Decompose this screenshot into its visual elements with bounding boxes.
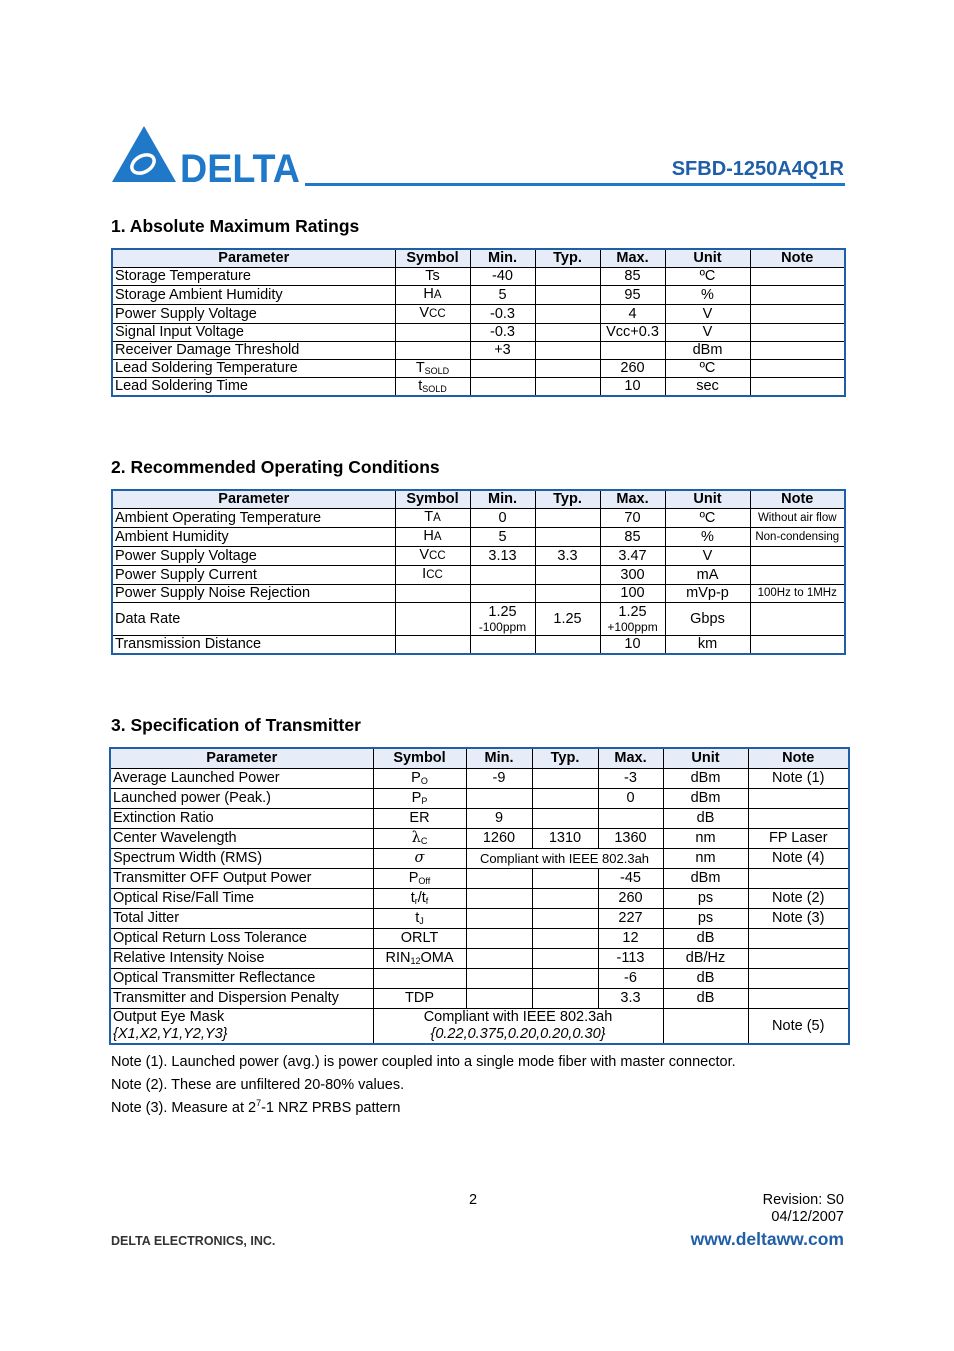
- note-1: Note (1). Launched power (avg.) is power coupled into a single mode fiber with master connector.: [111, 1054, 736, 1070]
- unit-cell: mVp-p: [665, 585, 750, 603]
- table-row: [112, 528, 845, 547]
- param-cell: Optical Return Loss Tolerance: [110, 929, 373, 949]
- param-cell: Signal Input Voltage: [112, 324, 395, 342]
- table-row: [112, 342, 845, 360]
- col-header: Typ.: [535, 490, 600, 509]
- unit-cell: dB/Hz: [663, 949, 748, 969]
- compliance-cell: Compliant with IEEE 802.3ah {0.22,0.375,0.20,0.20,0.30}: [373, 1009, 663, 1045]
- min-cell: 3.13: [470, 547, 535, 566]
- table-row: [112, 547, 845, 566]
- col-header: Max.: [600, 249, 665, 268]
- note-cell: Non-condensing: [750, 528, 845, 547]
- table-row: [110, 909, 849, 929]
- typ-cell: [532, 929, 598, 949]
- table-row: [112, 378, 845, 397]
- table-row: [110, 849, 849, 869]
- note-cell: [750, 636, 845, 655]
- note-cell: [750, 547, 845, 566]
- max-cell: Vcc+0.3: [600, 324, 665, 342]
- table-row-eye-mask: [110, 1009, 849, 1045]
- param-cell: Center Wavelength: [110, 829, 373, 849]
- param-cell: Average Launched Power: [110, 769, 373, 789]
- typ-cell: [535, 342, 600, 360]
- table-row: [112, 286, 845, 305]
- table-header-row: [112, 249, 845, 268]
- table-row: [112, 566, 845, 585]
- unit-cell: dB: [663, 809, 748, 829]
- col-header: Parameter: [112, 490, 395, 509]
- table-row: [112, 636, 845, 655]
- col-header: Unit: [663, 748, 748, 769]
- note-cell: [748, 949, 849, 969]
- unit-cell: dBm: [663, 769, 748, 789]
- unit-cell: dBm: [665, 342, 750, 360]
- min-cell: [466, 789, 532, 809]
- note-cell: [748, 929, 849, 949]
- typ-cell: [535, 636, 600, 655]
- table-row: [112, 324, 845, 342]
- param-cell: Ambient Humidity: [112, 528, 395, 547]
- symbol-cell: $T_{SOLD}$: [395, 360, 470, 378]
- min-cell: [466, 869, 532, 889]
- unit-cell: sec: [665, 378, 750, 397]
- table-row: [110, 889, 849, 909]
- note-cell: [748, 789, 849, 809]
- symbol-cell: ORLT: [373, 929, 466, 949]
- max-cell: 0: [598, 789, 663, 809]
- unit-cell: ºC: [665, 360, 750, 378]
- note-cell: Note (5): [748, 1009, 849, 1045]
- section-title-abs-max: 1. Absolute Maximum Ratings: [111, 216, 360, 236]
- note-cell: [748, 969, 849, 989]
- typ-cell: [535, 360, 600, 378]
- min-cell: -40: [470, 268, 535, 286]
- param-cell: Transmitter and Dispersion Penalty: [110, 989, 373, 1009]
- note-cell: [748, 869, 849, 889]
- typ-cell: [535, 585, 600, 603]
- max-cell: 227: [598, 909, 663, 929]
- symbol-cell: [395, 342, 470, 360]
- note-cell: [748, 809, 849, 829]
- col-header: Symbol: [395, 249, 470, 268]
- note-cell: Without air flow: [750, 509, 845, 528]
- min-cell: 9: [466, 809, 532, 829]
- col-header: Typ.: [535, 249, 600, 268]
- model-number: SFBD-1250A4Q1R: [671, 158, 844, 180]
- typ-cell: [532, 789, 598, 809]
- min-cell: [466, 909, 532, 929]
- symbol-cell: [395, 603, 470, 636]
- param-cell: Relative Intensity Noise: [110, 949, 373, 969]
- note-cell: [750, 324, 845, 342]
- note-3: Note (3). Measure at $2^7-1$ NRZ PRBS pattern: [111, 1098, 401, 1116]
- note-cell: [750, 268, 845, 286]
- unit-cell: mA: [665, 566, 750, 585]
- table-row: [110, 829, 849, 849]
- max-cell: 4: [600, 305, 665, 324]
- col-header: Min.: [470, 249, 535, 268]
- compliance-cell: Compliant with IEEE 802.3ah: [466, 849, 663, 869]
- param-cell: Optical Rise/Fall Time: [110, 889, 373, 909]
- typ-cell: [532, 869, 598, 889]
- symbol-cell: HA: [395, 528, 470, 547]
- typ-cell: 1.25: [535, 603, 600, 636]
- table-row: [110, 989, 849, 1009]
- max-cell: 260: [600, 360, 665, 378]
- max-cell: -113: [598, 949, 663, 969]
- max-cell: -45: [598, 869, 663, 889]
- abs-max-table: [111, 248, 846, 397]
- symbol-cell: TA: [395, 509, 470, 528]
- unit-cell: Gbps: [665, 603, 750, 636]
- table-header-row: [110, 748, 849, 769]
- param-cell: Optical Transmitter Reflectance: [110, 969, 373, 989]
- param-cell: Lead Soldering Time: [112, 378, 395, 397]
- table-row: [112, 268, 845, 286]
- unit-cell: dBm: [663, 789, 748, 809]
- typ-cell: [535, 509, 600, 528]
- note-cell: 100Hz to 1MHz: [750, 585, 845, 603]
- param-cell: Storage Temperature: [112, 268, 395, 286]
- min-cell: [470, 566, 535, 585]
- min-cell: +3: [470, 342, 535, 360]
- max-cell: 12: [598, 929, 663, 949]
- max-cell: -3: [598, 769, 663, 789]
- max-cell: 3.47: [600, 547, 665, 566]
- max-cell: 85: [600, 528, 665, 547]
- param-cell: Ambient Operating Temperature: [112, 509, 395, 528]
- typ-cell: [535, 305, 600, 324]
- symbol-cell: HA: [395, 286, 470, 305]
- min-cell: [470, 378, 535, 397]
- typ-cell: [532, 889, 598, 909]
- max-cell: 300: [600, 566, 665, 585]
- min-cell: -0.3: [470, 305, 535, 324]
- unit-cell: %: [665, 286, 750, 305]
- typ-cell: [532, 809, 598, 829]
- max-cell: 260: [598, 889, 663, 909]
- min-cell: [470, 360, 535, 378]
- max-cell: 3.3: [598, 989, 663, 1009]
- min-cell: [466, 949, 532, 969]
- symbol-cell: $RIN_{12}OMA$: [373, 949, 466, 969]
- param-cell: Output Eye Mask {X1,X2,Y1,Y2,Y3}: [110, 1009, 373, 1045]
- symbol-cell: $t_{SOLD}$: [395, 378, 470, 397]
- min-cell: 5: [470, 528, 535, 547]
- symbol-cell: [395, 585, 470, 603]
- typ-cell: [532, 769, 598, 789]
- transmitter-table: [109, 747, 850, 1045]
- param-cell: Data Rate: [112, 603, 395, 636]
- delta-logo: [110, 124, 302, 184]
- min-cell: -9: [466, 769, 532, 789]
- col-header: Note: [750, 490, 845, 509]
- symbol-cell: [373, 969, 466, 989]
- table-row: [112, 509, 845, 528]
- unit-cell: V: [665, 324, 750, 342]
- table-row: [110, 769, 849, 789]
- min-cell: [470, 636, 535, 655]
- symbol-cell: $P_O$: [373, 769, 466, 789]
- param-cell: Power Supply Voltage: [112, 547, 395, 566]
- note-cell: Note (4): [748, 849, 849, 869]
- revision-block: [763, 1192, 844, 1226]
- note-2: Note (2). These are unfiltered 20-80% values.: [111, 1077, 405, 1093]
- unit-cell: ps: [663, 889, 748, 909]
- symbol-cell: TDP: [373, 989, 466, 1009]
- table-row: [110, 869, 849, 889]
- header-rule: [305, 183, 845, 186]
- section-title-transmitter: 3. Specification of Transmitter: [111, 715, 361, 735]
- unit-cell: V: [665, 305, 750, 324]
- unit-cell: V: [665, 547, 750, 566]
- typ-cell: [532, 909, 598, 929]
- typ-cell: [535, 378, 600, 397]
- col-header: Symbol: [373, 748, 466, 769]
- symbol-cell: $\lambda_C$: [373, 829, 466, 849]
- col-header: Max.: [598, 748, 663, 769]
- table-row: [110, 809, 849, 829]
- note-cell: Note (1): [748, 769, 849, 789]
- logo-text: DELTA: [180, 147, 300, 184]
- note-cell: [750, 305, 845, 324]
- symbol-cell: Ts: [395, 268, 470, 286]
- note-cell: [750, 603, 845, 636]
- unit-cell: ºC: [665, 509, 750, 528]
- unit-cell: dB: [663, 969, 748, 989]
- typ-cell: [535, 324, 600, 342]
- max-cell: 95: [600, 286, 665, 305]
- note-cell: [750, 566, 845, 585]
- param-cell: Transmission Distance: [112, 636, 395, 655]
- param-cell: Spectrum Width (RMS): [110, 849, 373, 869]
- min-cell: [466, 989, 532, 1009]
- page-number: 2: [469, 1192, 478, 1208]
- symbol-cell: ICC: [395, 566, 470, 585]
- typ-cell: [532, 969, 598, 989]
- table-row: [110, 929, 849, 949]
- col-header: Unit: [665, 490, 750, 509]
- revision: Revision: S0: [762, 1192, 844, 1208]
- min-cell: 5: [470, 286, 535, 305]
- unit-cell: km: [665, 636, 750, 655]
- max-cell: 100: [600, 585, 665, 603]
- max-cell: [598, 809, 663, 829]
- param-cell: Total Jitter: [110, 909, 373, 929]
- max-cell: 1360: [598, 829, 663, 849]
- note-cell: Note (3): [748, 909, 849, 929]
- min-cell: [470, 585, 535, 603]
- note-cell: [750, 378, 845, 397]
- section-title-rec-op: 2. Recommended Operating Conditions: [111, 457, 440, 477]
- max-cell: -6: [598, 969, 663, 989]
- typ-cell: [532, 949, 598, 969]
- min-cell: 1.25 -100ppm: [470, 603, 535, 636]
- typ-cell: [535, 566, 600, 585]
- max-cell: 10: [600, 636, 665, 655]
- typ-cell: [532, 989, 598, 1009]
- param-cell: Transmitter OFF Output Power: [110, 869, 373, 889]
- unit-cell: ºC: [665, 268, 750, 286]
- symbol-cell: [395, 324, 470, 342]
- col-header: Max.: [600, 490, 665, 509]
- table-row: [112, 360, 845, 378]
- table-header-row: [112, 490, 845, 509]
- website-link[interactable]: www.deltaww.com: [690, 1229, 844, 1249]
- typ-cell: 3.3: [535, 547, 600, 566]
- table-row: [110, 949, 849, 969]
- table-row: [112, 603, 845, 636]
- unit-cell: nm: [663, 849, 748, 869]
- table-row: [110, 789, 849, 809]
- symbol-cell: $P_{Off}$: [373, 869, 466, 889]
- note-cell: [750, 342, 845, 360]
- max-cell: 85: [600, 268, 665, 286]
- col-header: Typ.: [532, 748, 598, 769]
- unit-cell: ps: [663, 909, 748, 929]
- symbol-cell: $t_J$: [373, 909, 466, 929]
- unit-cell: nm: [663, 829, 748, 849]
- symbol-cell: ER: [373, 809, 466, 829]
- table-row: [112, 305, 845, 324]
- symbol-cell: σ: [373, 849, 466, 869]
- param-cell: Power Supply Voltage: [112, 305, 395, 324]
- unit-cell: %: [665, 528, 750, 547]
- note-cell: Note (2): [748, 889, 849, 909]
- symbol-cell: VCC: [395, 547, 470, 566]
- table-row: [112, 585, 845, 603]
- typ-cell: 1310: [532, 829, 598, 849]
- min-cell: [466, 929, 532, 949]
- table-row: [110, 969, 849, 989]
- max-cell: 1.25 +100ppm: [600, 603, 665, 636]
- col-header: Note: [750, 249, 845, 268]
- note-cell: FP Laser: [748, 829, 849, 849]
- col-header: Symbol: [395, 490, 470, 509]
- unit-cell: dBm: [663, 869, 748, 889]
- param-cell: Storage Ambient Humidity: [112, 286, 395, 305]
- min-cell: 0: [470, 509, 535, 528]
- typ-cell: [535, 286, 600, 305]
- note-cell: [748, 989, 849, 1009]
- col-header: Note: [748, 748, 849, 769]
- company-name: DELTA ELECTRONICS, INC.: [111, 1234, 276, 1248]
- min-cell: 1260: [466, 829, 532, 849]
- min-cell: [466, 969, 532, 989]
- rec-op-table: [111, 489, 846, 655]
- unit-cell: dB: [663, 929, 748, 949]
- param-cell: Extinction Ratio: [110, 809, 373, 829]
- col-header: Unit: [665, 249, 750, 268]
- max-cell: 10: [600, 378, 665, 397]
- param-cell: Power Supply Current: [112, 566, 395, 585]
- symbol-cell: $t_r/t_f$: [373, 889, 466, 909]
- typ-cell: [535, 528, 600, 547]
- symbol-cell: VCC: [395, 305, 470, 324]
- min-cell: -0.3: [470, 324, 535, 342]
- note-cell: [750, 360, 845, 378]
- param-cell: Receiver Damage Threshold: [112, 342, 395, 360]
- typ-cell: [535, 268, 600, 286]
- param-cell: Launched power (Peak.): [110, 789, 373, 809]
- col-header: Parameter: [110, 748, 373, 769]
- col-header: Min.: [470, 490, 535, 509]
- revision-date: 04/12/2007: [771, 1209, 844, 1225]
- min-cell: [466, 889, 532, 909]
- unit-cell: dB: [663, 989, 748, 1009]
- unit-cell: [663, 1009, 748, 1045]
- symbol-cell: $P_P$: [373, 789, 466, 809]
- symbol-cell: [395, 636, 470, 655]
- max-cell: 70: [600, 509, 665, 528]
- col-header: Parameter: [112, 249, 395, 268]
- param-cell: Lead Soldering Temperature: [112, 360, 395, 378]
- param-cell: Power Supply Noise Rejection: [112, 585, 395, 603]
- col-header: Min.: [466, 748, 532, 769]
- note-cell: [750, 286, 845, 305]
- max-cell: [600, 342, 665, 360]
